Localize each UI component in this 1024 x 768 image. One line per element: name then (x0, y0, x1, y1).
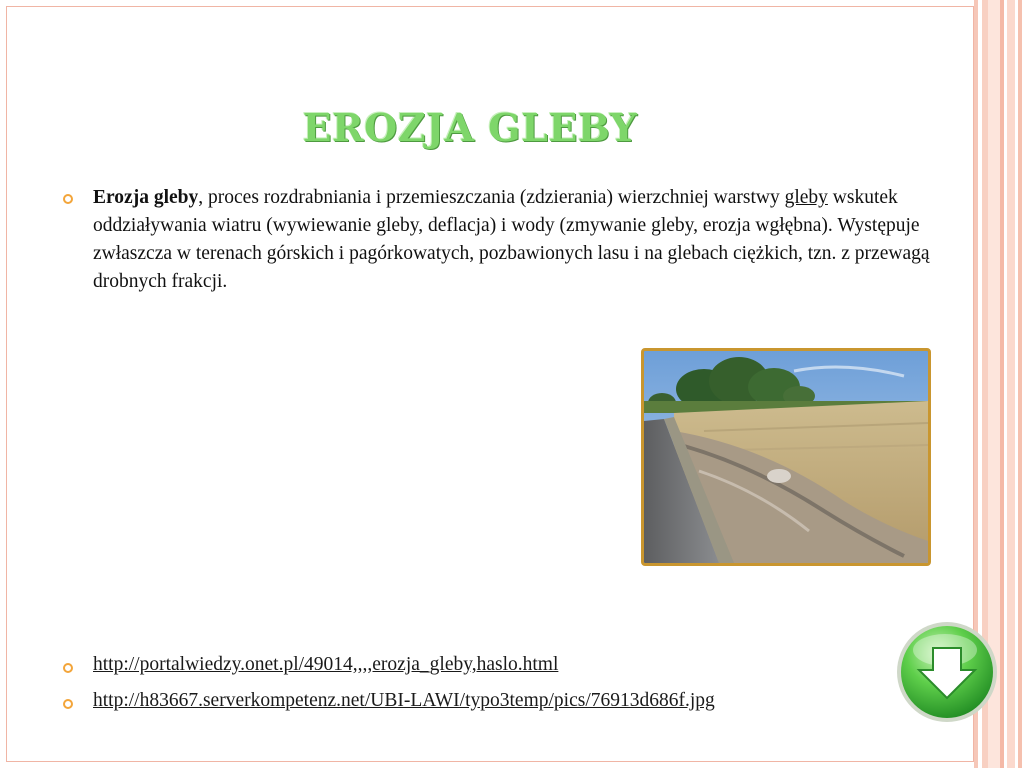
bullet-icon (63, 699, 73, 709)
erosion-photo-image (644, 351, 928, 563)
source-link-1[interactable]: http://portalwiedzy.onet.pl/49014,,,,erozja_gleby,haslo.html (93, 654, 559, 675)
next-slide-button[interactable] (895, 620, 999, 724)
down-arrow-icon (895, 620, 999, 724)
source-link-2[interactable]: http://h83667.serverkompetenz.net/UBI-LAWI/typo3temp/pics/76913d686f.jpg (93, 690, 715, 711)
bullet-icon (63, 663, 73, 673)
erosion-photo (641, 348, 931, 566)
term-label: Erozja gleby (93, 187, 199, 208)
definition-paragraph (93, 184, 943, 296)
bullet-icon (63, 194, 73, 204)
gleby-link[interactable]: gleby (784, 187, 828, 208)
text-after-link: wskutek oddziaływania wiatru (wywiewanie gleby, deflacja) i wody (zmywanie gleby, erozja wgłębna). Występuje zwłaszcza w terenach górskich i pagórkowatych, pozbawionych lasu i na glebach ciężkich, tzn. z przewagą drobnych frakcji. (93, 187, 930, 292)
text-before-link: , proces rozdrabniania i przemieszczania (zdzierania) wierzchniej warstwy (198, 187, 785, 208)
slide-title: EROZJA GLEBY (302, 105, 638, 150)
